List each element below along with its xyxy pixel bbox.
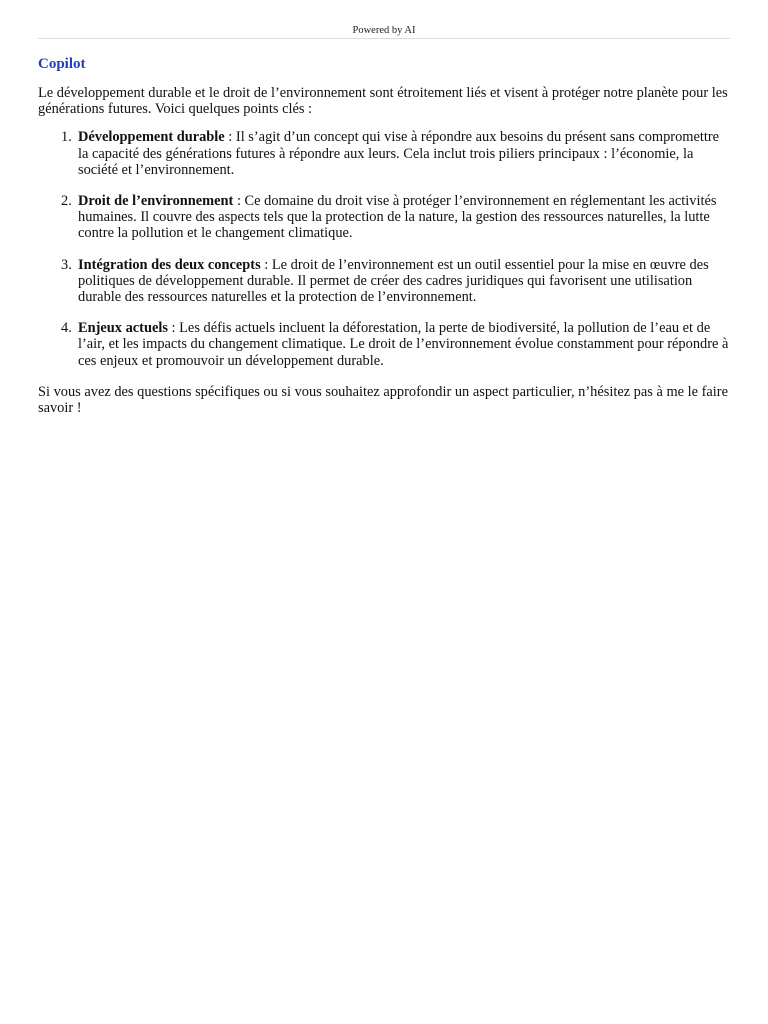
- key-point-integration: [61, 256, 730, 306]
- document-page: [38, 0, 730, 416]
- point-title: Enjeux actuels: [78, 320, 168, 337]
- closing-paragraph: Si vous avez des questions spécifiques ou si vous souhaitez approfondir un aspect particulier, n’hésitez pas à me le faire savoir !: [38, 383, 728, 417]
- key-point-sustainable-development: [61, 129, 730, 178]
- point-number: 1.: [61, 129, 72, 146]
- point-number: 2.: [61, 193, 72, 210]
- point-text: : Il s’agit d’un concept qui vise à répondre aux besoins du présent sans compromettre la capacité des générations futures à répondre aux leurs. Cela inclut trois piliers principaux : l’économie, la société et l’environnement.: [78, 129, 720, 178]
- brand-title: Copilot: [38, 56, 86, 72]
- point-text: : Le droit de l’environnement est un outil essentiel pour la mise en œuvre des politiques de développement durable. Il permet de créer des cadres juridiques qui favorisent une utilisation durable des ressources naturelles et la protection de l’environnement.: [78, 256, 709, 306]
- key-point-current-challenges: [61, 320, 730, 369]
- point-text: : Les défis actuels incluent la déforestation, la perte de biodiversité, la pollution de l’eau et de l’air, et les impacts du changement climatique. Le droit de l’environnement évolue constamment pour répondre à ces enjeux et promouvoir un développement durable.: [78, 320, 729, 369]
- point-title: Intégration des deux concepts: [78, 256, 261, 273]
- point-title: Droit de l’environnement: [78, 193, 234, 210]
- powered-by-label: Powered by AI: [352, 25, 416, 36]
- key-points-list: [38, 129, 730, 368]
- point-number: 4.: [61, 320, 72, 337]
- page-header: [38, 0, 730, 39]
- key-point-environmental-law: [61, 193, 730, 242]
- point-text: : Ce domaine du droit vise à protéger l’environnement en réglementant les activités humaines. Il couvre des aspects tels que la protection de la nature, la gestion des ressources naturelles, la lutte contre la pollution et le changement climatique.: [78, 193, 717, 242]
- point-title: Développement durable: [78, 129, 225, 146]
- intro-paragraph: Le développement durable et le droit de l’environnement sont étroitement liés et visent à protéger notre planète pour les générations futures. Voici quelques points clés :: [38, 85, 728, 118]
- point-number: 3.: [61, 256, 72, 273]
